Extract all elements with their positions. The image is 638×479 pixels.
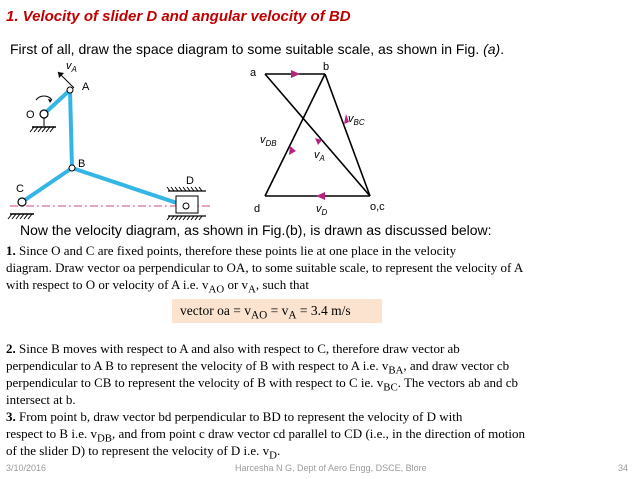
step-1-line-3: with respect to O or velocity of A i.e. $v_{AO}$ or $v_A$, such that	[6, 277, 309, 296]
vector-ab	[265, 70, 325, 78]
link-oa	[44, 90, 70, 114]
label-b: B	[78, 158, 86, 170]
label-va-vector: $v_A$	[314, 149, 325, 163]
step-1-line-2: diagram. Draw vector oa perpendicular to OA, to some suitable scale, to represent the velocity of A	[6, 260, 524, 275]
label-a: A	[82, 81, 90, 93]
label-c: C	[16, 183, 24, 195]
link-bc	[22, 168, 72, 202]
link-bd	[72, 168, 186, 206]
footer-author: Harcesha N G, Dept of Aero Engg, DSCE, Blore	[235, 463, 427, 473]
velocity-diagram	[240, 60, 400, 220]
step-3-line-1: 3. From point b, draw vector bd perpendicular to BD to represent the velocity of D with	[6, 409, 463, 424]
velocity-a-arrow	[58, 72, 74, 88]
vector-cb	[325, 74, 370, 196]
step-2-line-1: 2. Since B moves with respect to A and also with respect to C, therefore draw vector ab	[6, 341, 460, 356]
footer-page-number: 34	[618, 463, 629, 473]
label-oc-point: o,c	[370, 201, 385, 213]
step-3-line-3: of the slider D) to represent the velocity of D i.e. $v_D$.	[6, 443, 281, 462]
label-o: O	[26, 109, 35, 121]
step-2-line-3: perpendicular to CB to represent the velocity of B with respect to C ie. $v_{BC}$. The vectors ab and cb	[6, 375, 519, 394]
label-d: D	[186, 175, 194, 187]
step-1-line-1: 1. Since O and C are fixed points, therefore these points lie at one place in the velocity	[6, 243, 457, 258]
pivot-c	[8, 198, 34, 219]
space-diagram	[0, 56, 215, 226]
step-2-line-4: intersect at b.	[6, 392, 76, 407]
footer-date: 3/10/2016	[6, 463, 47, 473]
step-3-line-2: respect to B i.e. $v_{DB}$, and from point c draw vector cd parallel to CD (i.e., in the direction of motion	[6, 426, 526, 445]
label-vd: $v_D$	[316, 203, 328, 217]
joint-a	[67, 87, 73, 93]
vector-oa	[265, 74, 370, 196]
label-d-point: d	[254, 203, 261, 215]
equation-box: vector oa = $v_{AO} = v_A = 3.4$ m/s	[172, 299, 382, 323]
vector-bd	[265, 74, 325, 196]
label-a-point: a	[250, 67, 257, 79]
vector-cd	[265, 192, 370, 200]
velocity-intro: Now the velocity diagram, as shown in Fig.(b), is drawn as discussed below:	[20, 222, 492, 238]
intro-text: First of all, draw the space diagram to some suitable scale, as shown in Fig. (a).	[10, 41, 505, 57]
label-vdb: $v_{DB}$	[260, 134, 277, 148]
joint-b	[69, 165, 75, 171]
slide-title: 1. Velocity of slider D and angular velocity of BD	[6, 8, 351, 25]
label-b-point: b	[323, 61, 330, 73]
step-2-line-2: perpendicular to A B to represent the velocity of B with respect to A i.e. $v_{BA}$, and draw vector cb	[6, 358, 510, 377]
label-va: $v_A$	[66, 60, 77, 74]
link-ab	[70, 90, 72, 168]
label-vbc: $v_{BC}$	[348, 113, 365, 127]
